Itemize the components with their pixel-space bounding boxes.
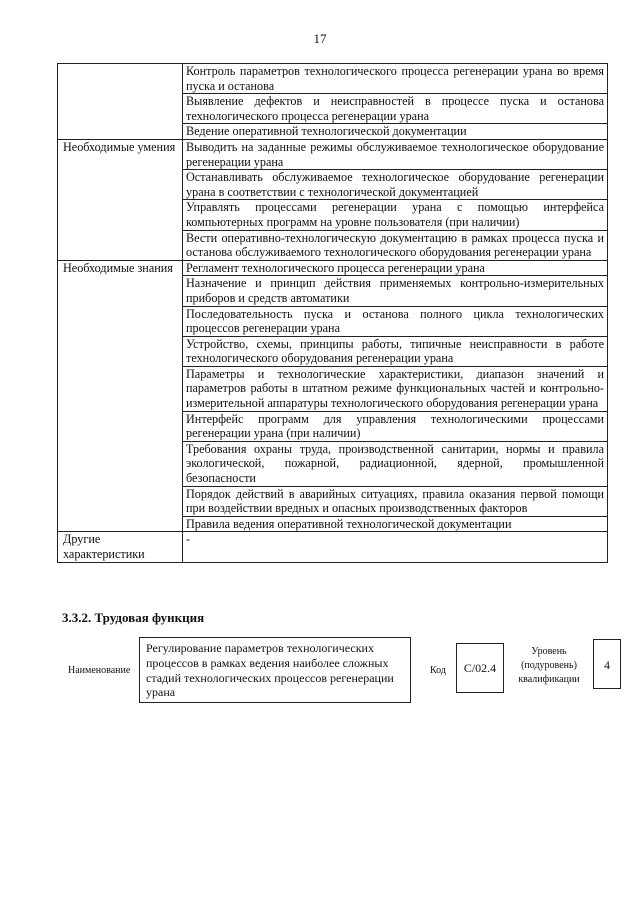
section-title: 3.3.2. Трудовая функция xyxy=(62,610,205,625)
row-heading: Необходимые умения xyxy=(58,139,183,260)
code-value-box: C/02.4 xyxy=(456,643,504,693)
table-cell: Выводить на заданные режимы обслуживаемое технологическое оборудование регенерации урана xyxy=(183,139,608,169)
row-heading: Необходимые знания xyxy=(58,260,183,532)
table-cell: Управлять процессами регенерации урана с помощью интерфейса компьютерных программ на уровне пользователя (при наличии) xyxy=(183,200,608,230)
table-cell: Правила ведения оперативной технологической документации xyxy=(183,516,608,532)
qualification-level-box: 4 xyxy=(593,639,621,689)
requirements-table xyxy=(57,63,608,563)
name-value-box: Регулирование параметров технологических процессов в рамках ведения наиболее сложных стадий технологических процессов регенерации урана xyxy=(139,637,411,703)
page-number: 17 xyxy=(313,31,327,46)
labor-function-row xyxy=(62,637,622,707)
table-cell: Контроль параметров технологического процесса регенерации урана во время пуска и останова xyxy=(183,64,608,94)
table-row xyxy=(58,139,608,169)
table-row xyxy=(58,64,608,94)
table-cell: Параметры и технологические характеристики, диапазон значений и параметров работы в штатном режиме функциональных частей и контрольно-измерительной аппаратуры технологического оборудования регенерации урана xyxy=(183,366,608,411)
table-cell: Интерфейс программ для управления технологическими процессами регенерации урана (при наличии) xyxy=(183,411,608,441)
qualification-level-label: Уровень (подуровень) квалификации xyxy=(518,646,580,685)
table-cell: Назначение и принцип действия применяемых контрольно-измерительных приборов и средств автоматики xyxy=(183,276,608,306)
table-cell: Выявление дефектов и неисправностей в процессе пуска и останова технологического процесса регенерации урана xyxy=(183,94,608,124)
table-row xyxy=(58,532,608,562)
requirements-table-body xyxy=(58,64,608,563)
table-cell: Требования охраны труда, производственной санитарии, нормы и правила экологической, пожарной, радиационной, ядерной, промышленной безопасности xyxy=(183,441,608,486)
name-label: Наименование xyxy=(68,665,131,676)
row-heading xyxy=(58,64,183,140)
table-cell: Последовательность пуска и останова полного цикла технологических процессов регенерации урана xyxy=(183,306,608,336)
table-cell: Регламент технологического процесса регенерации урана xyxy=(183,260,608,276)
table-cell: Порядок действий в аварийных ситуациях, правила оказания первой помощи при воздействии вредных и опасных производственных факторов xyxy=(183,486,608,516)
table-cell: Вести оперативно-технологическую документацию в рамках процесса пуска и останова обслуживаемого технологического оборудования регенерации урана xyxy=(183,230,608,260)
table-cell: Останавливать обслуживаемое технологическое оборудование регенерации урана в соответствии с технологической документацией xyxy=(183,170,608,200)
row-heading: Другие характеристики xyxy=(58,532,183,562)
table-cell: Устройство, схемы, принципы работы, типичные неисправности в работе технологического оборудования регенерации урана xyxy=(183,336,608,366)
table-cell: Ведение оперативной технологической документации xyxy=(183,124,608,140)
table-cell: - xyxy=(183,532,608,562)
table-row xyxy=(58,260,608,276)
code-label: Код xyxy=(430,665,446,676)
